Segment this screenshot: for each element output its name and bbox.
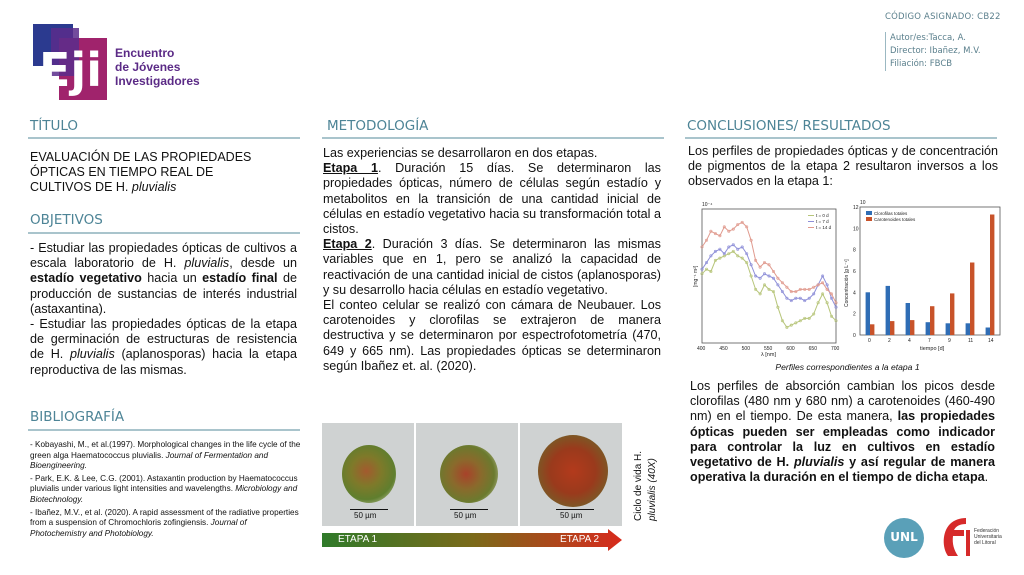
logo-wordmark <box>115 46 200 88</box>
bar-carotenoides <box>970 263 974 336</box>
objetivo-1: - Estudiar las propiedades ópticas de cultivos a escala laboratorio de H. pluvialis, desde un estadío vegetativo hacia un estadío final de producción de sustancias de interés industrial (astaxantina). <box>30 241 297 316</box>
bar-chart-xtick: 2 <box>888 338 891 344</box>
line-chart-xtick: 550 <box>764 346 773 352</box>
figure-caption: Perfiles correspondientes a la etapa 1 <box>775 362 920 372</box>
bar-clorofilas <box>906 303 910 335</box>
bibliografia-heading: BIBLIOGRAFÍA <box>30 409 125 425</box>
bar-carotenoides <box>990 215 994 336</box>
metodologia-rule <box>322 137 664 139</box>
line-chart-xtick: 600 <box>786 346 795 352</box>
conclusiones-p2: Los perfiles de absorción cambian los picos desde clorofilas (480 nm y 680 nm) a carotenoides (460-490 nm) en el tiempo. De esta manera, las propiedades ópticas pueden ser empleadas como indicador para controlar la luz en cultivos en estadío vegetativo de H. pluvialis y así regular de manera operativa la duración en el tiempo de dicha etapa. <box>690 379 995 485</box>
objetivo-2: - Estudiar las propiedades ópticas de la etapa de germinación de estructuras de resistencia de H. pluvialis (aplanosporas) hacia la etapa reproductiva de las mismas. <box>30 317 297 377</box>
bar-chart-xlabel: tiempo [d] <box>920 346 945 352</box>
bar-carotenoides <box>910 320 914 335</box>
scale-label-1: 50 µm <box>354 511 377 520</box>
scale-label-2: 50 µm <box>454 511 477 520</box>
ful-logo-text: Federación Universitaria del Litoral <box>974 528 1002 546</box>
bar-chart-ytick: 2 <box>853 311 856 318</box>
bar-chart-xtick: 14 <box>988 338 994 344</box>
titulo-rule <box>28 137 300 139</box>
results-figure <box>690 197 1005 357</box>
logo-mark-text: Eji <box>39 43 102 97</box>
micrograph-1 <box>322 423 414 526</box>
bar-chart-ylabel: Concentración [g L⁻¹] <box>844 259 850 307</box>
stage-arrow <box>322 529 622 551</box>
reference-3: - Ibañez, M.V., et al. (2020). A rapid assessment of the radiative properties from a suspension of Chromochloris zofingiensis. Journal of Photochemistry and Photobiology. <box>30 507 299 538</box>
conclusiones-heading: CONCLUSIONES/ RESULTADOS <box>687 118 891 134</box>
ful-logo <box>940 514 1010 562</box>
line-chart-exponent: 10⁻⁴ <box>702 202 713 208</box>
reference-1: - Kobayashi, M., et al.(1997). Morphological changes in the life cycle of the green alga Haematococcus pluvialis. Journal of Fermentation and Bioengineering. <box>30 440 301 471</box>
bar-chart-ytick: 10 <box>853 226 859 233</box>
bar-chart-ytick: 6 <box>853 269 856 275</box>
scale-label-3: 50 µm <box>560 511 583 520</box>
line-chart-ylabel: [mg⁻¹ m²] <box>693 265 699 287</box>
bar-clorofilas <box>946 323 950 335</box>
conclusiones-p1: Los perfiles de propiedades ópticas y de concentración de pigmentos de la etapa 2 resultaron inversos a los observados en la etapa 1: <box>688 144 998 189</box>
life-cycle-caption-2: pluvialis (40X) <box>647 458 658 521</box>
bar-legend-swatch <box>866 217 872 221</box>
line-legend-label: t = 7 d <box>816 219 829 224</box>
micrograph-3 <box>520 423 622 526</box>
metodologia-intro: Las experiencias se desarrollaron en dos etapas. <box>323 146 598 160</box>
unl-logo <box>884 518 924 558</box>
affiliation: Filiación: FBCB <box>890 59 953 69</box>
bar-chart-ytick: 8 <box>853 247 856 254</box>
bar-chart-ytick: 4 <box>853 290 856 297</box>
etapa-1-paragraph: Etapa 1. Duración 15 días. Se determinaron las propiedades ópticas, número de células según estadío y metabolitos en la transición de una cantidad inicial de células en estadío vegetativo hacia su transformación total a cistos. <box>323 161 661 237</box>
line-legend-label: t = 14 d <box>816 225 832 230</box>
logo-line-1: Encuentro <box>115 46 175 60</box>
metodologia-text <box>323 146 661 374</box>
poster-title <box>30 150 270 195</box>
conclusiones-rule <box>685 137 997 139</box>
bar-clorofilas <box>986 328 990 336</box>
line-chart-xtick: 650 <box>808 346 818 352</box>
bar-chart-xtick: 4 <box>908 338 911 344</box>
objetivos-heading: OBJETIVOS <box>30 212 103 228</box>
director: Director: Ibañez, M.V. <box>890 46 981 56</box>
line-legend-label: t = 0 d <box>816 213 829 218</box>
bar-chart-ytick: 12 <box>853 205 859 211</box>
eji-logo-mark <box>33 24 107 100</box>
author: Autor/es:Tacca, A. <box>890 33 966 43</box>
bibliografia-rule <box>28 429 300 431</box>
reference-2: - Park, E.K. & Lee, C.G. (2001). Astaxantin production by Haematococcus pluvialis under various light intensities and wavelengths. Microbiology and Biotechnology. <box>30 473 298 504</box>
line-chart-xtick: 400 <box>697 346 706 352</box>
life-cycle-caption-1: Ciclo de vida H. <box>633 450 644 521</box>
bar-chart-ytick: 0 <box>853 333 856 339</box>
stage-start-label: ETAPA 1 <box>338 534 378 545</box>
bar-legend-label: Carotenoides totales <box>874 217 916 222</box>
unl-logo-text: UNL <box>890 530 918 544</box>
etapa-2-paragraph: Etapa 2. Duración 3 días. Se determinaron las mismas variables que en 1, pero se analizó la capacidad de reactivación de una cantidad inicial de cistos (aplanosporas) y su desarrollo hacia células en estadío vegetativo. <box>323 237 661 297</box>
metodologia-p3: El conteo celular se realizó con cámara de Neubauer. Los carotenoides y clorofilas se extrajeron de manera destructiva y se determinaron por espectrofotometría (470, 649 y 665 nm). Las propiedades ópticas se determinaron según Ibañez et. al. (2020). <box>323 298 661 373</box>
objetivos-text <box>30 241 297 378</box>
results-charts <box>690 197 1005 357</box>
bar-clorofilas <box>886 286 890 335</box>
line-chart-xtick: 500 <box>741 346 751 352</box>
assigned-code: CÓDIGO ASIGNADO: CB22 <box>885 12 1001 22</box>
stage-end-label: ETAPA 2 <box>560 534 600 545</box>
bar-carotenoides <box>930 306 934 335</box>
poster-title-main: EVALUACIÓN DE LAS PROPIEDADES ÓPTICAS EN TIEMPO REAL DE CULTIVOS DE H. <box>30 150 252 194</box>
bar-clorofilas <box>966 323 970 335</box>
line-chart-xlabel: λ [nm] <box>761 352 776 357</box>
titulo-heading: TÍTULO <box>30 118 79 134</box>
bar-carotenoides <box>870 324 874 335</box>
assignment-box <box>885 12 1015 71</box>
author-info <box>885 32 1015 71</box>
micrograph-2 <box>416 423 518 526</box>
bar-chart-exponent: 10 <box>860 200 866 206</box>
bar-carotenoides <box>950 293 954 335</box>
bar-chart-xtick: 0 <box>868 338 871 344</box>
line-chart-xtick: 700 <box>831 346 840 352</box>
life-cycle-caption <box>628 425 662 525</box>
objetivos-rule <box>28 232 300 234</box>
bar-clorofilas <box>866 292 870 335</box>
bibliografia-list <box>30 440 302 541</box>
bar-legend-swatch <box>866 211 872 215</box>
logo-line-3: Investigadores <box>115 74 200 88</box>
bar-chart-xtick: 9 <box>948 338 951 344</box>
bar-chart-xtick: 11 <box>968 338 974 344</box>
bar-carotenoides <box>890 321 894 335</box>
poster-title-italic: pluvialis <box>131 180 177 194</box>
line-chart-xtick: 450 <box>719 346 728 352</box>
logo-line-2: de Jóvenes <box>115 60 181 74</box>
bar-legend-label: Clorofilas totales <box>874 211 908 216</box>
ful-logo-mark <box>940 514 974 560</box>
bar-chart-xtick: 7 <box>928 338 931 344</box>
bar-clorofilas <box>926 322 930 335</box>
metodologia-heading: METODOLOGÍA <box>327 118 429 134</box>
eji-logo <box>33 24 203 102</box>
